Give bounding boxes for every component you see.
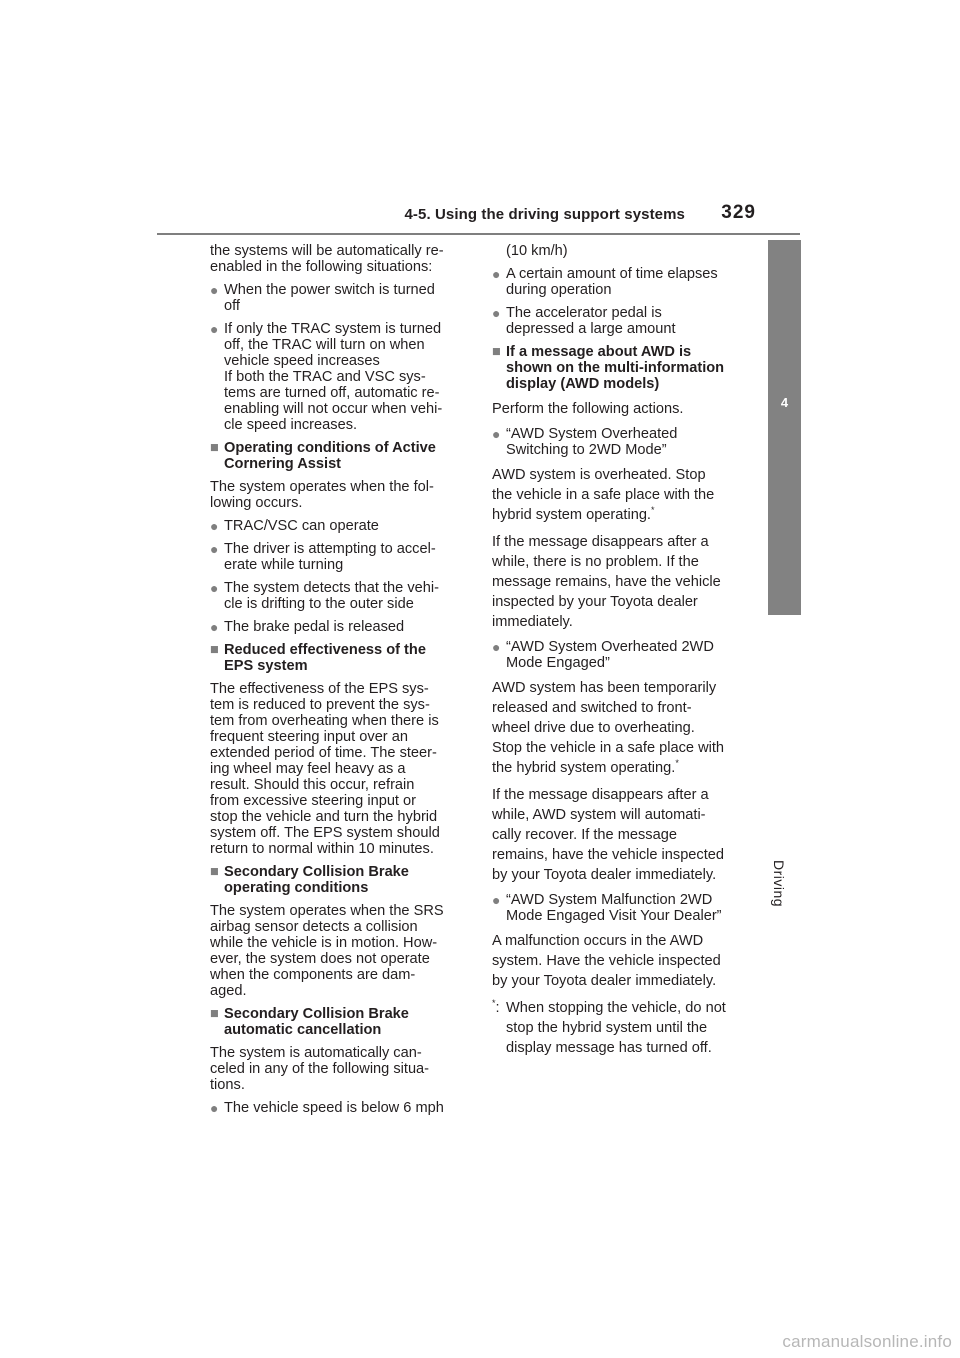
list-item <box>210 1100 472 1116</box>
bullet-icon: ● <box>210 619 219 635</box>
body-paragraph: The system operates when the fol- lowing occurs. <box>210 479 434 511</box>
list-item <box>210 518 472 534</box>
list-item-text: “AWD System Malfunction 2WD Mode Engaged Visit Your Dealer” <box>506 892 722 924</box>
bullet-icon: ● <box>492 426 501 442</box>
section-heading <box>210 864 472 896</box>
chapter-label: Driving <box>771 860 787 908</box>
square-marker-icon: ■ <box>492 344 501 360</box>
footnote <box>492 998 754 1058</box>
list-item-text: The vehicle speed is below 6 mph <box>224 1100 444 1116</box>
list-item <box>210 321 472 433</box>
footnote-asterisk: * <box>651 505 655 516</box>
bullet-icon: ● <box>210 321 219 337</box>
body-paragraph: The system operates when the SRS airbag sensor detects a collision while the vehicle is in motion. How- ever, the system does not operate when the components are dam- aged. <box>210 903 444 999</box>
bullet-icon: ● <box>492 305 501 321</box>
list-item-text: If only the TRAC system is turned off, the TRAC will turn on when vehicle speed increases If both the TRAC and VSC sys- tems are turned off, automatic re- enabling will not occur when vehi- cle speed increases. <box>224 321 443 433</box>
footnote-asterisk: * <box>492 998 496 1009</box>
heading-text: Secondary Collision Brake operating conditions <box>224 864 409 896</box>
continued-text: (10 km/h) <box>506 243 568 259</box>
heading-text: If a message about AWD is shown on the multi-information display (AWD models) <box>506 344 725 392</box>
list-item <box>492 305 754 337</box>
body-paragraph: If the message disappears after a while, AWD system will automati- cally recover. If the message remains, have the vehicle inspected by your Toyota dealer immediately. <box>492 787 725 883</box>
list-item <box>210 619 472 635</box>
bullet-icon: ● <box>492 266 501 282</box>
list-item-text: TRAC/VSC can operate <box>224 518 379 534</box>
bullet-icon: ● <box>210 282 219 298</box>
square-marker-icon: ■ <box>210 642 219 658</box>
list-item-text: When the power switch is turned off <box>224 282 435 314</box>
list-item <box>492 892 754 924</box>
list-item <box>492 426 754 458</box>
body-paragraph: If the message disappears after a while, there is no problem. If the message remains, have the vehicle inspected by your Toyota dealer immediately. <box>492 534 721 630</box>
body-paragraph <box>492 465 754 525</box>
square-marker-icon: ■ <box>210 864 219 880</box>
list-item <box>210 580 472 612</box>
list-item <box>492 266 754 298</box>
heading-text: Operating conditions of Active Cornering Assist <box>224 440 436 472</box>
section-heading <box>492 344 754 392</box>
left-column <box>210 243 472 1123</box>
list-item-text: “AWD System Overheated 2WD Mode Engaged” <box>506 639 714 671</box>
square-marker-icon: ■ <box>210 440 219 456</box>
body-paragraph: The effectiveness of the EPS sys- tem is reduced to prevent the sys- tem from overheating when there is frequent steering input over an extended period of time. The steer- ing wheel may feel heavy as a result. Should this occur, refrain from excessive steering input or stop the vehicle and turn the hybrid system off. The EPS system should return to normal within 10 minutes. <box>210 681 440 857</box>
intro-paragraph: the systems will be automatically re- enabled in the following situations: <box>210 243 444 275</box>
section-heading <box>210 642 472 674</box>
body-paragraph: A malfunction occurs in the AWD system. Have the vehicle inspected by your Toyota dealer immediately. <box>492 933 721 989</box>
body-paragraph <box>492 678 754 778</box>
footnote-asterisk: * <box>675 758 679 769</box>
chapter-side-tab <box>768 240 801 1340</box>
footnote-text: When stopping the vehicle, do not stop the hybrid system until the display message has turned off. <box>506 1000 726 1056</box>
heading-text: Reduced effectiveness of the EPS system <box>224 642 426 674</box>
list-item-text: “AWD System Overheated Switching to 2WD Mode” <box>506 426 678 458</box>
list-item <box>492 639 754 671</box>
list-item-text: The driver is attempting to accel- erate while turning <box>224 541 436 573</box>
list-item <box>210 282 472 314</box>
paragraph-text: AWD system has been temporarily released and switched to front- wheel drive due to overheating. Stop the vehicle in a safe place with the hybrid system operating. <box>492 680 725 776</box>
chapter-number: 4 <box>780 395 789 410</box>
page-header <box>157 198 800 236</box>
bullet-icon: ● <box>210 518 219 534</box>
right-column <box>492 243 754 1065</box>
paragraph-text: AWD system is overheated. Stop the vehicle in a safe place with the hybrid system operating. <box>492 467 715 523</box>
chapter-tab-box <box>768 240 801 615</box>
section-title: 4-5. Using the driving support systems <box>404 206 685 223</box>
list-item-text: The brake pedal is released <box>224 619 405 635</box>
section-heading <box>210 440 472 472</box>
section-heading <box>210 1006 472 1038</box>
body-paragraph: Perform the following actions. <box>492 401 684 417</box>
bullet-icon: ● <box>492 892 501 908</box>
bullet-icon: ● <box>210 1100 219 1116</box>
body-paragraph: The system is automatically can- celed in any of the following situa- tions. <box>210 1045 430 1093</box>
list-item-text: The system detects that the vehi- cle is drifting to the outer side <box>224 580 439 612</box>
page-number: 329 <box>721 202 756 223</box>
heading-text: Secondary Collision Brake automatic cancellation <box>224 1006 409 1038</box>
bullet-icon: ● <box>210 580 219 596</box>
footnote-mark <box>492 998 500 1018</box>
watermark: carmanualsonline.info <box>782 1332 952 1351</box>
bullet-icon: ● <box>492 639 501 655</box>
header-rule <box>157 233 800 235</box>
square-marker-icon: ■ <box>210 1006 219 1022</box>
footnote-colon: : <box>495 1000 500 1016</box>
bullet-icon: ● <box>210 541 219 557</box>
list-item-text: The accelerator pedal is depressed a large amount <box>506 305 676 337</box>
list-item-text: A certain amount of time elapses during operation <box>506 266 718 298</box>
list-item <box>210 541 472 573</box>
